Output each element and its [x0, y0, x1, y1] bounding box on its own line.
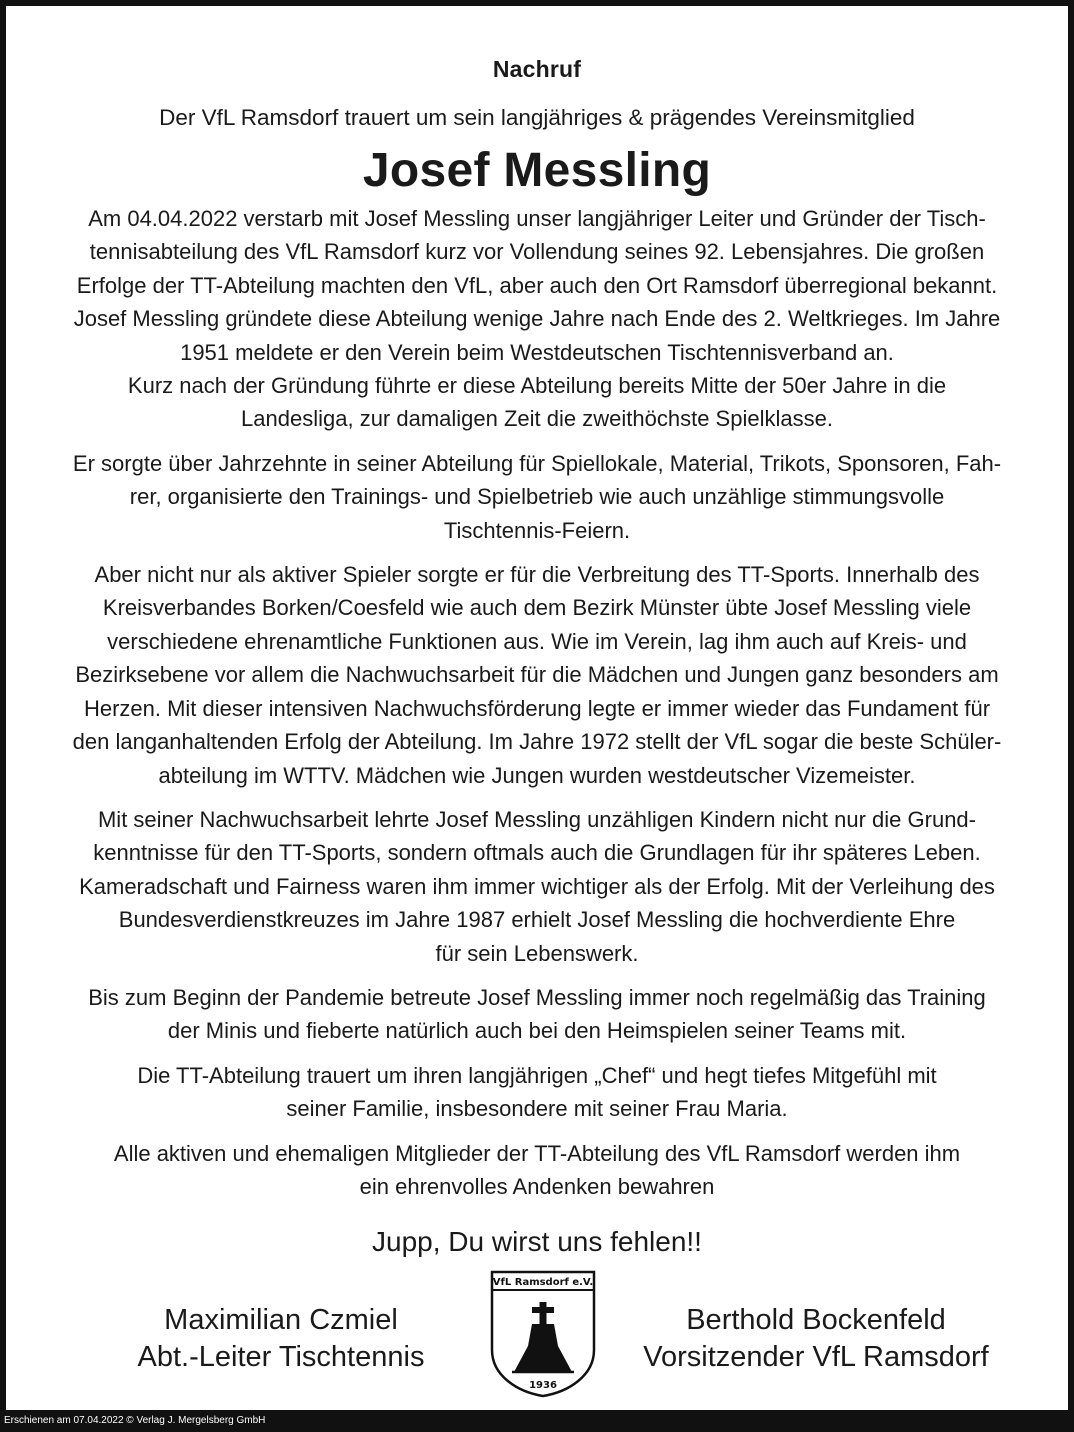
text-line: verschiedene ehrenamtliche Funktionen aus. Wie im Verein, lag ihm auch auf Kreis- und	[107, 628, 967, 654]
paragraph	[46, 981, 1028, 1048]
text-line: Bis zum Beginn der Pandemie betreute Josef Messling immer noch regelmäßig das Training	[88, 984, 986, 1010]
deceased-name: Josef Messling	[362, 144, 712, 197]
signatory-name: Maximilian Czmiel	[164, 1304, 398, 1336]
text-line: Bundesverdienstkreuzes im Jahre 1987 erhielt Josef Messling die hochverdiente Ehre	[118, 907, 956, 933]
notice-label: Nachruf	[492, 56, 582, 82]
paragraph	[46, 1137, 1028, 1204]
farewell-line: Jupp, Du wirst uns fehlen!!	[372, 1226, 702, 1257]
signature-right	[596, 1302, 1036, 1376]
text-line: Alle aktiven und ehemaligen Mitglieder der TT-Abteilung des VfL Ramsdorf werden ihm	[113, 1140, 961, 1166]
text-line: Kameradschaft und Fairness waren ihm immer wichtiger als der Erfolg. Mit der Verleihung des	[79, 873, 995, 899]
paragraph	[46, 447, 1028, 547]
text-line: Tischtennis-Feiern.	[443, 517, 631, 543]
paragraph	[46, 558, 1028, 792]
crest-year: 1936	[529, 1380, 557, 1391]
text-line: Erfolge der TT-Abteilung machten den VfL, aber auch den Ort Ramsdorf überregional bekannt.	[76, 272, 998, 298]
publication-footer: Erschienen am 07.04.2022 © Verlag J. Mergelsberg GmbH	[0, 1410, 1074, 1432]
crest-tower-icon	[528, 1324, 558, 1346]
paragraph	[46, 1059, 1028, 1126]
text-line: kenntnisse für den TT-Sports, sondern oftmals auch die Grundlagen für ihr späteres Leben.	[93, 840, 981, 866]
paragraph	[46, 202, 1028, 436]
signatory-name: Berthold Bockenfeld	[686, 1304, 946, 1336]
signatory-role: Abt.-Leiter Tischtennis	[137, 1341, 425, 1373]
text-line: Kreisverbandes Borken/Coesfeld wie auch dem Bezirk Münster übte Josef Messling viele	[102, 595, 972, 621]
paragraph	[46, 803, 1028, 970]
text-line: abteilung im WTTV. Mädchen wie Jungen wurden westdeutscher Vizemeister.	[158, 762, 916, 788]
crest-club-name: VfL Ramsdorf e.V.	[492, 1277, 594, 1288]
signature-left	[101, 1302, 461, 1376]
text-line: 1951 meldete er den Verein beim Westdeutschen Tischtennisverband an.	[180, 339, 894, 365]
notice-intro: Der VfL Ramsdorf trauert um sein langjähriges & prägendes Vereinsmitglied	[159, 105, 915, 130]
text-line: für sein Lebenswerk.	[435, 940, 639, 966]
text-line: Landesliga, zur damaligen Zeit die zweithöchste Spielklasse.	[241, 406, 833, 432]
text-line: Mit seiner Nachwuchsarbeit lehrte Josef Messling unzähligen Kindern nicht nur die Grund-	[97, 806, 976, 832]
club-crest-logo	[488, 1268, 598, 1400]
signatory-role: Vorsitzender VfL Ramsdorf	[643, 1341, 989, 1373]
text-line: der Minis und fieberte natürlich auch bei den Heimspielen seiner Teams mit.	[167, 1018, 907, 1044]
text-line: Bezirksebene vor allem die Nachwuchsarbeit für die Mädchen und Jungen ganz besonders am	[75, 662, 999, 688]
text-line: Aber nicht nur als aktiver Spieler sorgte er für die Verbreitung des TT-Sports. Innerhalb des	[94, 562, 980, 588]
text-line: Am 04.04.2022 verstarb mit Josef Messling unser langjähriger Leiter und Gründer der Tisch-	[88, 206, 986, 231]
text-line: Herzen. Mit dieser intensiven Nachwuchsförderung legte er immer wieder das Fundament für	[83, 695, 991, 721]
text-line: Die TT-Abteilung trauert um ihren langjährigen „Chef“ und hegt tiefes Mitgefühl mit	[137, 1062, 937, 1088]
text-line: Josef Messling gründete diese Abteilung wenige Jahre nach Ende des 2. Weltkrieges. Im Jahre	[73, 306, 1001, 332]
text-line: seiner Familie, insbesondere mit seiner Frau Maria.	[286, 1096, 788, 1122]
text-line: Er sorgte über Jahrzehnte in seiner Abteilung für Spiellokale, Material, Trikots, Sponsoren, Fah-	[72, 450, 1002, 476]
text-line: den langanhaltenden Erfolg der Abteilung. Im Jahre 1972 stellt der VfL sogar die beste Schüler-	[72, 729, 1002, 755]
text-line: rer, organisierte den Trainings- und Spielbetrieb wie auch unzählige stimmungsvolle	[129, 484, 945, 510]
text-line: tennisabteilung des VfL Ramsdorf kurz vor Vollendung seines 92. Lebensjahres. Die großen	[89, 239, 985, 265]
obituary-text	[46, 202, 1028, 1214]
text-line: ein ehrenvolles Andenken bewahren	[359, 1173, 715, 1199]
text-line: Kurz nach der Gründung führte er diese Abteilung bereits Mitte der 50er Jahre in die	[127, 373, 947, 399]
